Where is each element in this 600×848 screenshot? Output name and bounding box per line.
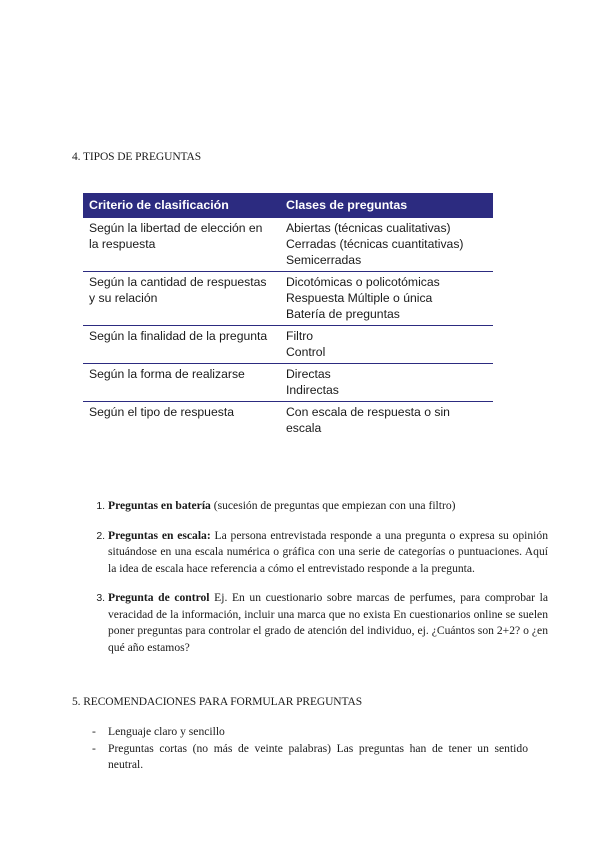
dash-bullet: - [92,741,96,755]
classes-cell [280,272,493,326]
table-header-row [83,193,493,218]
header-classes: Clases de preguntas [280,193,493,218]
item-term: Preguntas en escala: [108,528,211,542]
item-term: Pregunta de control [108,591,210,604]
classes-cell [280,218,493,272]
table-row [83,218,493,272]
criterion-cell: Según la cantidad de respuestas y su relación [83,272,280,326]
list-item [108,528,548,578]
class-item: Indirectas [286,383,339,397]
section-4-heading: 4. TIPOS DE PREGUNTAS [72,151,202,163]
class-item: Semicerradas [286,253,362,267]
class-item: Control [286,345,326,359]
classes-cell [280,364,493,402]
criterion-cell: Según la forma de realizarse [83,364,280,402]
list-item [108,590,548,656]
table-row [83,326,493,364]
class-item: Dicotómicas o policotómicas [286,275,440,289]
section-5-heading: 5. RECOMENDACIONES PARA FORMULAR PREGUNTAS [72,696,362,708]
classes-cell [280,326,493,364]
list-item [108,498,548,515]
criterion-cell: Según el tipo de respuesta [89,405,235,419]
dash-bullet: - [92,725,96,738]
item-text: Ej. En un cuestionario sobre marcas de perfumes, para comprobar la veracidad de la información, incluir una marca que no exista En cuestionarios online se suelen poner preguntas para controlar el grado de atención del individuo, ej. ¿Cuántos son 2+2? o ¿en qué año estamos? [108,591,548,654]
header-criterion: Criterio de clasificación [83,193,280,218]
item-text: (sucesión de preguntas que empiezan con una filtro) [210,499,456,512]
class-item: Cerradas (técnicas cuantitativas) [286,237,464,251]
item-text: La persona entrevistada responde a una pregunta o expresa su opinión situándose en una escala numérica o gráfica con una serie de categorías o puntuaciones. Aquí la idea de escala hace referencia a cómo el entrevistado responde a la pregunta. [108,528,548,575]
criterion-cell: Según la finalidad de la pregunta [83,326,280,364]
recommendations-list [92,724,528,774]
classification-table [83,193,493,439]
item-text: Preguntas cortas (no más de veinte palabras) Las preguntas han de tener un sentido neutral. [108,741,528,771]
question-types-list [88,498,548,669]
criterion-cell: Según la libertad de elección en la respuesta [83,218,280,272]
class-item: Abiertas (técnicas cualitativas) [286,221,451,235]
classes-cell [280,402,493,440]
table-row [83,364,493,402]
class-item: Batería de preguntas [286,307,400,321]
class-item: Directas [286,367,331,381]
class-item: Respuesta Múltiple o única [286,291,433,305]
table-row [83,402,493,440]
item-text: Lenguaje claro y sencillo [108,725,225,738]
table-row [83,272,493,326]
class-item: Filtro [286,329,314,343]
item-term: Preguntas en batería [108,499,211,512]
class-item: Con escala de respuesta o sin escala [286,405,450,435]
list-item [92,741,528,774]
list-item [92,724,528,741]
